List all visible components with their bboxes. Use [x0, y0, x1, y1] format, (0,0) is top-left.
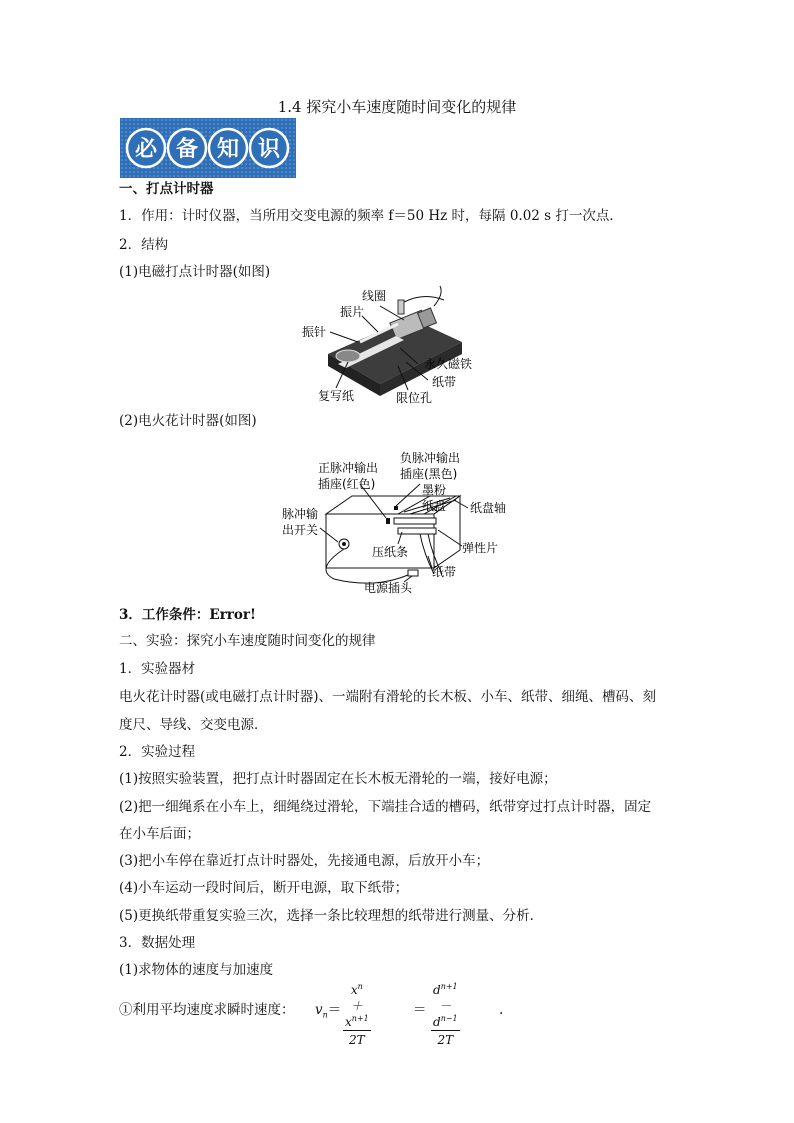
electromagnetic-timer-figure	[300, 284, 490, 408]
text-step-2b: 在小车后面；	[119, 826, 200, 842]
text-fig2-caption: (2)电火花计时器(如图)	[119, 413, 257, 429]
text-step-3: (3)把小车停在靠近打点计时器处，先接通电源，后放开小车；	[119, 853, 490, 869]
label-neg-out-2: 插座(黑色)	[400, 467, 458, 481]
label-neg-out-1: 负脉冲输出	[400, 451, 461, 465]
label-carbon: 复写纸	[318, 389, 355, 403]
label-switch-2: 出开关	[282, 523, 319, 537]
text-velocity-heading: (1)求物体的速度与加速度	[119, 962, 274, 978]
badge-char: 必	[134, 137, 158, 162]
label-reed: 振片	[340, 305, 365, 319]
label-plug: 电源插头	[364, 581, 413, 595]
label-ink-2: 纸盘	[422, 499, 447, 513]
text-data-heading: 3．数据处理	[119, 935, 196, 951]
label-tape2: 纸带	[432, 565, 457, 579]
spark-timer-figure	[280, 448, 520, 596]
label-limit-hole: 限位孔	[396, 391, 433, 405]
label-axle: 纸盘轴	[470, 501, 507, 515]
label-coil: 线圈	[362, 289, 387, 303]
text-equipment-1: 电火花计时器(或电磁打点计时器)、一端附有滑轮的长木板、小车、纸带、细绳、槽码、刻	[119, 689, 657, 705]
fraction-1	[343, 982, 371, 1047]
text-working-condition	[119, 606, 256, 624]
section-badge	[120, 118, 296, 178]
text-step-5: (5)更换纸带重复实验三次，选择一条比较理想的纸带进行测量、分析．	[119, 908, 544, 924]
text-equipment-heading: 1．实验器材	[119, 661, 196, 677]
formula-end: .	[499, 1002, 504, 1018]
label-ink-1: 墨粉	[422, 483, 447, 497]
badge-char: 识	[257, 137, 281, 162]
text-procedure-heading: 2．实验过程	[119, 744, 196, 760]
condition-prefix: 3．工作条件：	[119, 607, 210, 623]
heading-experiment: 二、实验：探究小车速度随时间变化的规律	[119, 633, 376, 649]
label-pos-out-2: 插座(红色)	[318, 477, 376, 491]
formula-prefix: ①利用平均速度求瞬时速度：	[119, 1002, 295, 1018]
formula-lhs: $v_n=$	[315, 1002, 342, 1020]
badge-char: 知	[216, 137, 240, 162]
fraction-2	[431, 982, 460, 1047]
fraction-1-denominator: 2T	[349, 1033, 365, 1047]
text-function: 1．作用：计时仪器，当所用交变电源的频率 f＝50 Hz 时，每隔 0.02 s 打一次点．	[119, 208, 623, 224]
text-fig1-caption: (1)电磁打点计时器(如图)	[119, 264, 271, 280]
text-step-2a: (2)把一细绳系在小车上，细绳绕过滑轮，下端挂合适的槽码，纸带穿过打点计时器，固定	[119, 799, 652, 815]
text-step-1: (1)按照实验装置，把打点计时器固定在长木板无滑轮的一端，接好电源；	[119, 771, 557, 787]
label-switch-1: 脉冲输	[282, 507, 319, 521]
page-title: 1.4 探究小车速度随时间变化的规律	[277, 98, 517, 116]
label-pos-out-1: 正脉冲输出	[318, 461, 379, 475]
condition-value: Error!	[209, 607, 256, 623]
fraction-2-denominator: 2T	[437, 1033, 454, 1047]
label-spring: 弹性片	[462, 541, 499, 555]
text-structure: 2．结构	[119, 237, 169, 253]
heading-timer: 一、打点计时器	[119, 181, 214, 197]
fraction-2-numerator: $d^{n+1}-d^{n-1}$	[433, 982, 458, 1029]
label-tape: 纸带	[432, 375, 457, 389]
text-equipment-2: 度尺、导线、交变电源．	[119, 717, 268, 733]
formula-eq-2: ＝	[413, 1002, 427, 1018]
label-press-strip: 压纸条	[372, 545, 409, 559]
label-magnet: 永久磁铁	[424, 357, 473, 371]
badge-char: 备	[175, 137, 199, 162]
text-step-4: (4)小车运动一段时间后，断开电源，取下纸带；	[119, 880, 409, 896]
fraction-1-numerator: $x^n+x^{n+1}$	[345, 982, 369, 1029]
label-needle: 振针	[302, 325, 327, 339]
